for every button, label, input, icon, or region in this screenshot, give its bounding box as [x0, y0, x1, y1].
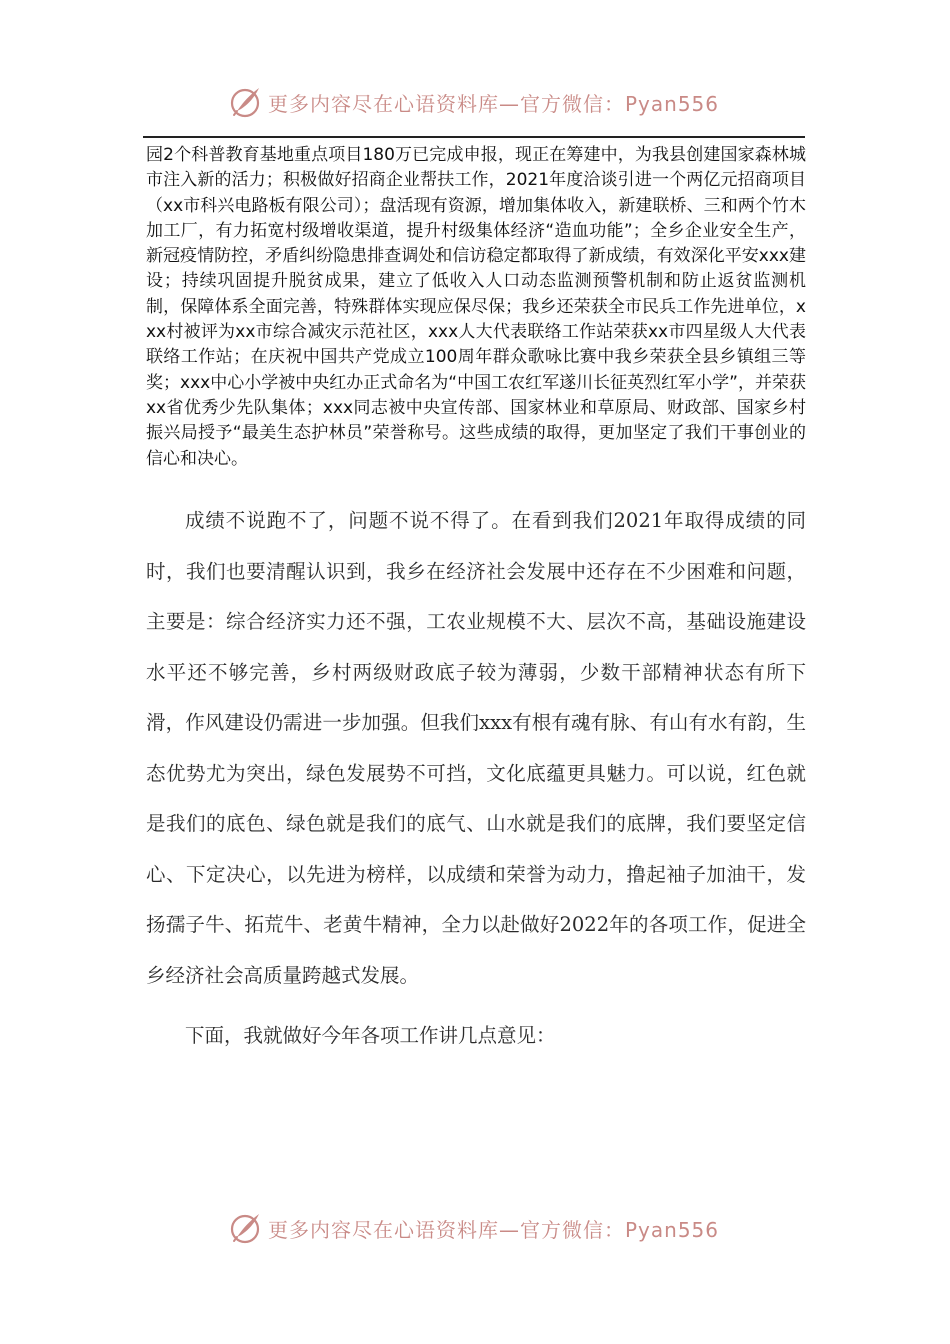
body-paragraph-1: 园2个科普教育基地重点项目180万已完成申报，现正在筹建中，为我县创建国家森林城市注入新的活力；积极做好招商企业帮扶工作，2021年度洽谈引进一个两亿元招商项目（xx市科兴电路板有限公司）；盘活现有资源，增加集体收入，新建联桥、三和两个竹木加工厂，有力拓宽村级增收渠道，提升村级集体经济“造血功能”；全乡企业安全生产，新冠疫情防控，矛盾纠纷隐患排查调处和信访稳定都取得了新成绩，有效深化平安xxx建设；持续巩固提升脱贫成果，建立了低收入人口动态监测预警机制和防止返贫监测机制，保障体系全面完善，特殊群体实现应保尽保；我乡还荣获全市民兵工作先进单位，xxx村被评为xx市综合减灾示范社区，xxx人大代表联络工作站荣获xx市四星级人大代表联络工作站；在庆祝中国共产党成立100周年群众歌咏比赛中我乡荣获全县乡镇组三等奖；xxx中心小学被中央红办正式命名为“中国工农红军遂川长征英烈红军小学”，并荣获xx省优秀少先队集体；xxx同志被中央宣传部、国家林业和草原局、财政部、国家乡村振兴局授予“最美生态护林员”荣誉称号。这些成绩的取得，更加坚定了我们干事创业的信心和决心。: [146, 145, 806, 469]
header-divider: [143, 136, 805, 138]
watermark-text: 更多内容尽在心语资料库—官方微信：Pyan556: [268, 91, 720, 116]
header-watermark: [228, 82, 719, 122]
footer-watermark: [228, 1208, 719, 1248]
body-paragraph-3: 下面，我就做好今年各项工作讲几点意见：: [185, 1024, 556, 1047]
watermark-text: 更多内容尽在心语资料库—官方微信：Pyan556: [268, 1217, 720, 1242]
feather-pen-icon: [228, 1210, 264, 1246]
feather-pen-icon: [228, 84, 264, 120]
body-paragraph-2: 成绩不说跑不了，问题不说不得了。在看到我们2021年取得成绩的同时，我们也要清醒认识到，我乡在经济社会发展中还存在不少困难和问题，主要是：综合经济实力还不强，工农业规模不大、层次不高，基础设施建设水平还不够完善，乡村两级财政底子较为薄弱，少数干部精神状态有所下滑，作风建设仍需进一步加强。但我们xxx有根有魂有脉、有山有水有韵，生态优势尤为突出，绿色发展势不可挡，文化底蕴更具魅力。可以说，红色就是我们的底色、绿色就是我们的底气、山水就是我们的底牌，我们要坚定信心、下定决心，以先进为榜样，以成绩和荣誉为动力，撸起袖子加油干，发扬孺子牛、拓荒牛、老黄牛精神，全力以赴做好2022年的各项工作，促进全乡经济社会高质量跨越式发展。: [146, 509, 806, 987]
